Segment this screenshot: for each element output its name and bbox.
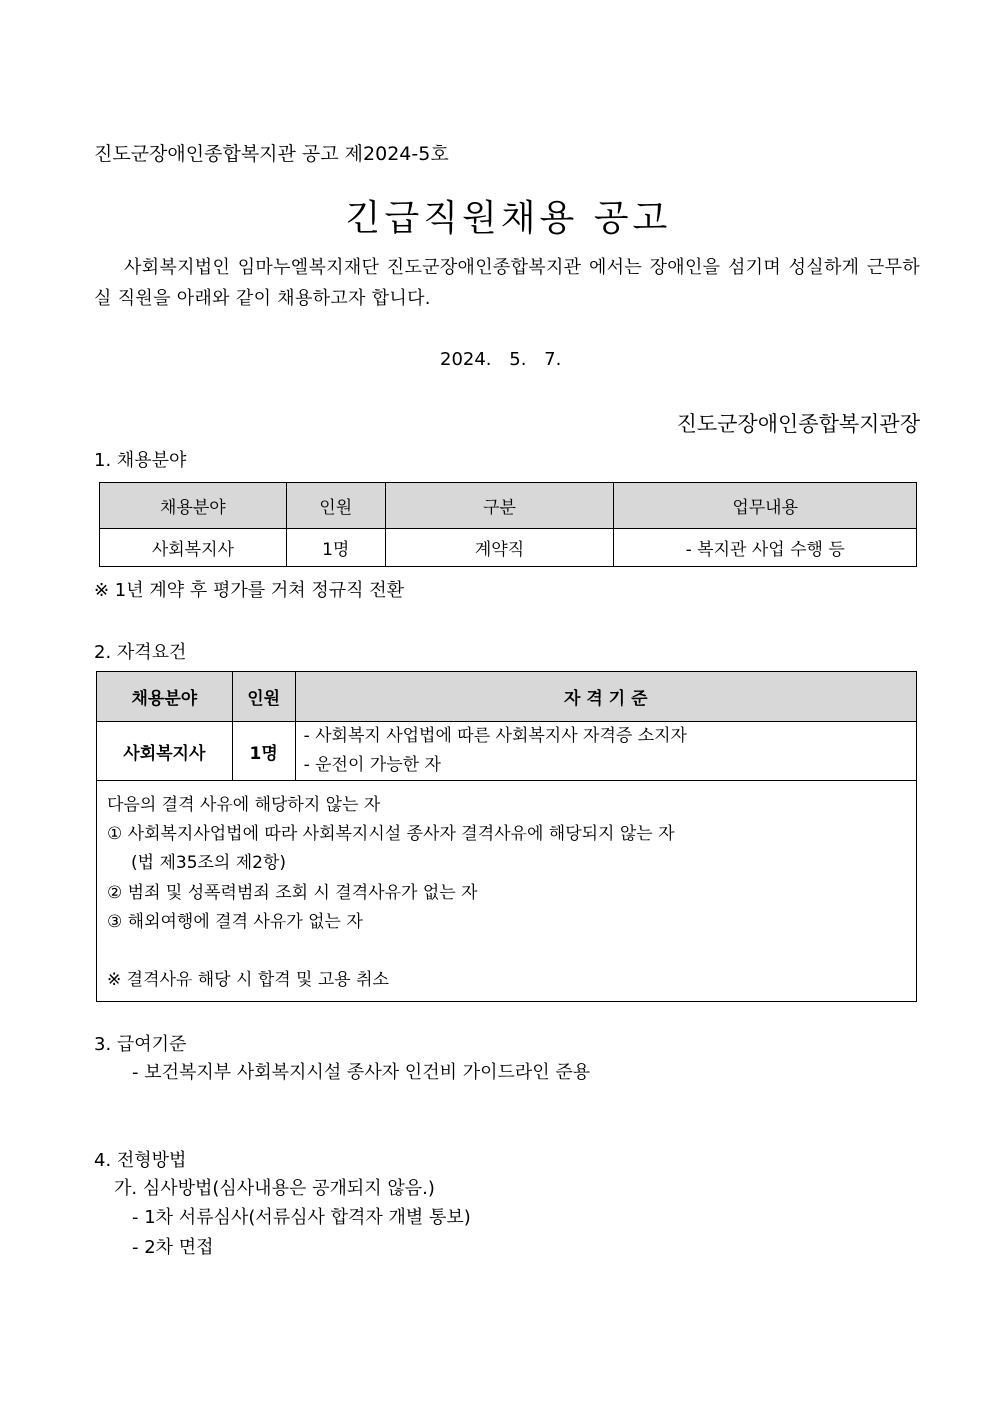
qualification-table [96,671,917,1002]
cell-count: 1명 [286,529,385,567]
section4-heading: 4. 전형방법 [94,1150,187,1171]
col-type: 구분 [385,483,614,529]
q-col-field: 채용분야 [97,672,233,722]
recruitment-table [99,482,917,567]
criteria-line: - 사회복지 사업법에 따른 사회복지사 자격증 소지자 [303,726,687,746]
col-count: 인원 [286,483,385,529]
section1-heading: 1. 채용분야 [94,450,187,471]
col-duties: 업무내용 [614,483,917,529]
salary-item: - 보건복지부 사회복지시설 종사자 인건비 가이드라인 준용 [132,1062,591,1083]
section1-note: ※ 1년 계약 후 평가를 거쳐 정규직 전환 [94,580,405,601]
disq-item-2: ② 범죄 및 성폭력범죄 조회 시 결격사유가 없는 자 [107,882,478,903]
notice-date: 2024. 5. 7. [440,349,562,370]
screening-method: 가. 심사방법(심사내용은 공개되지 않음.) [114,1178,435,1199]
spacer [107,937,906,966]
q-col-count: 인원 [232,672,295,722]
q-cell-count: 1명 [232,722,295,781]
disqualification-block [97,781,917,1002]
screening-step-2: - 2차 면접 [132,1237,214,1258]
q-col-criteria: 자 격 기 준 [295,672,916,722]
disq-title: 다음의 결격 사유에 해당하지 않는 자 [107,795,381,815]
signer: 진도군장애인종합복지관장 [676,412,920,436]
q-cell-field: 사회복지사 [97,722,233,781]
page-title: 긴급직원채용 공고 [345,198,672,239]
cell-type: 계약직 [385,529,614,567]
disq-item-1-ref: (법 제35조의 제2항) [131,853,287,874]
disq-item-3: ③ 해외여행에 결격 사유가 없는 자 [107,911,363,932]
q-cell-criteria [295,722,916,781]
intro-paragraph: 사회복지법인 임마누엘복지재단 진도군장애인종합복지관 에서는 장애인을 섬기며 성실하게 근무하실 직원을 아래와 같이 채용하고자 합니다. [94,257,920,309]
cell-field: 사회복지사 [100,529,287,567]
section3-heading: 3. 급여기준 [94,1034,187,1055]
section2-heading: 2. 자격요건 [94,642,187,663]
criteria-line: - 운전이 가능한 자 [303,755,441,775]
screening-step-1: - 1차 서류심사(서류심사 합격자 개별 통보) [132,1207,471,1228]
disq-note: ※ 결격사유 해당 시 합격 및 고용 취소 [107,970,389,991]
cell-duties: - 복지관 사업 수행 등 [614,529,917,567]
notice-number: 진도군장애인종합복지관 공고 제2024-5호 [94,143,449,165]
disq-item-1: ① 사회복지사업법에 따라 사회복지시설 종사자 결격사유에 해당되지 않는 자 [107,824,675,845]
col-field: 채용분야 [100,483,287,529]
